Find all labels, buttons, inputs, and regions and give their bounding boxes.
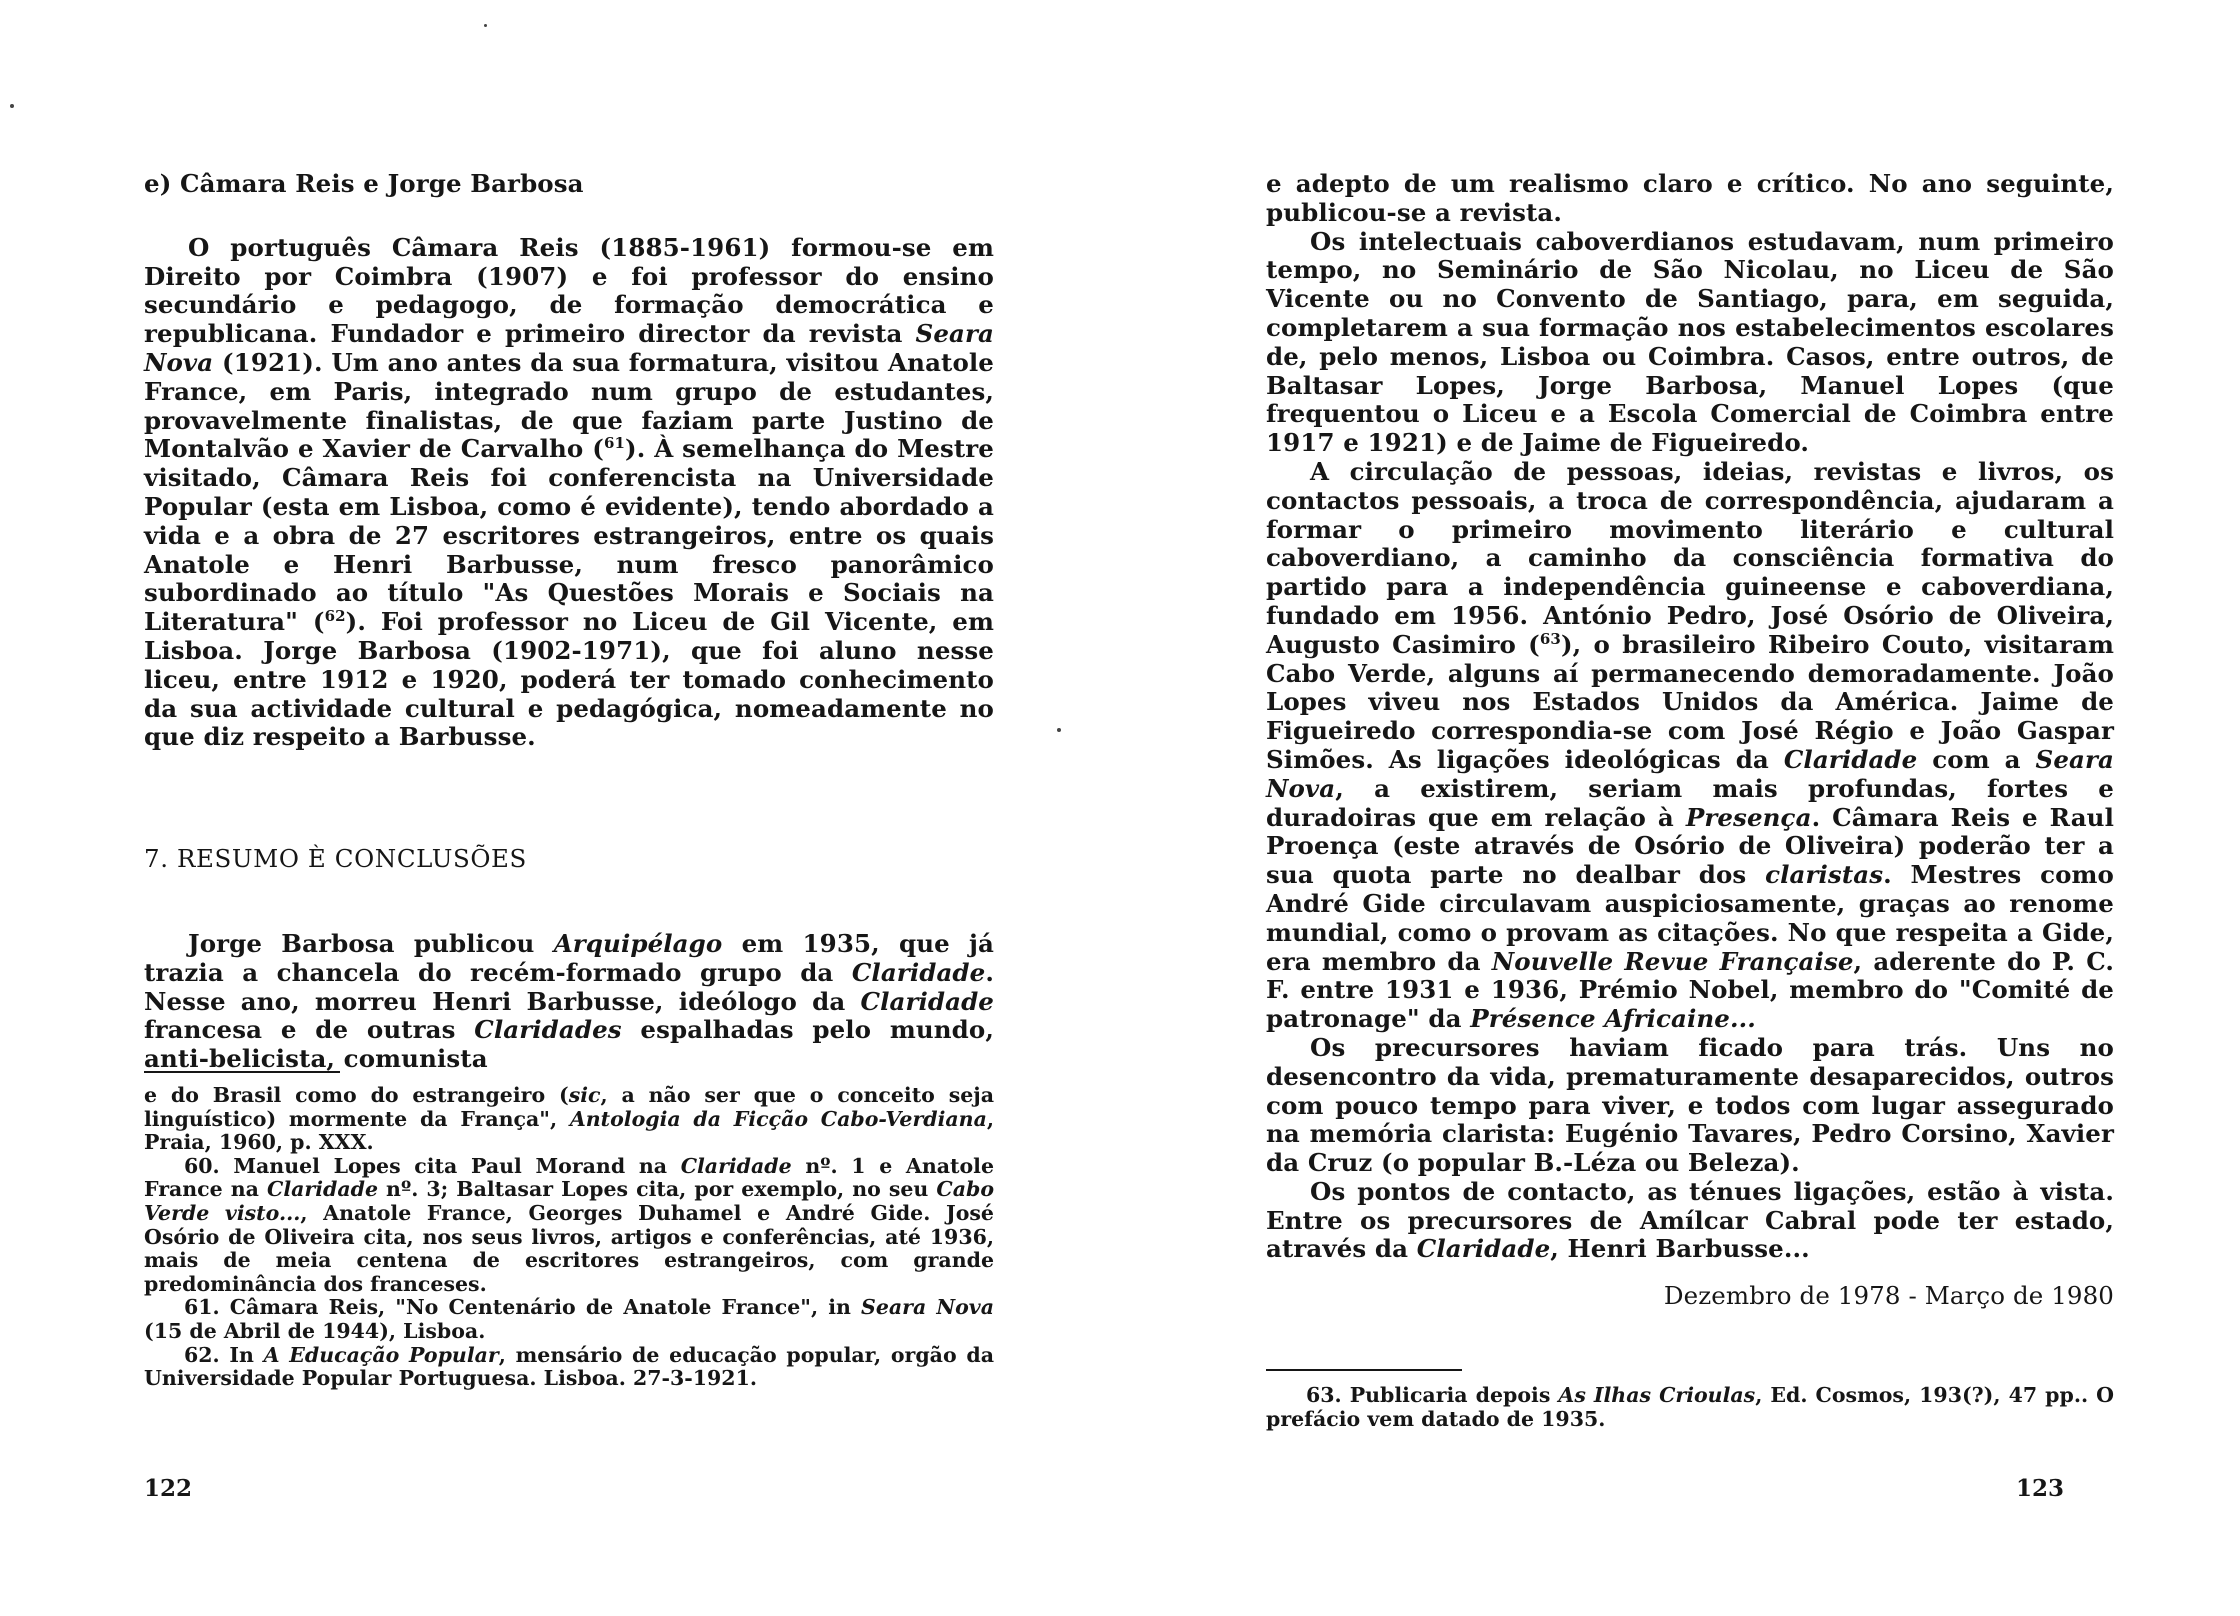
footnote-continued [144,1084,994,1155]
text-run: . Câmara Reis e Raul Proença (este através de Osório de Oliveira) poderão ter a sua quota parte no dealbar dos [1266,802,2114,890]
section-7-heading: 7. RESUMO È CONCLUSÕES [144,844,527,874]
paragraph-intellectuals [1266,228,2114,458]
text-run: com a [1917,744,2036,774]
page-number-right: 123 [2015,1475,2064,1502]
text-run: e do Brasil como do estrangeiro ( [144,1083,569,1107]
section-e-heading: e) Câmara Reis e Jorge Barbosa [144,169,584,198]
footnote-60 [144,1155,994,1297]
text-run: , Praia, 1960, p. XXX. [144,1106,994,1155]
text-run: 61. Câmara Reis, "No Centenário de Anatole France", in [184,1295,862,1320]
footnote-rule [144,1071,340,1073]
text-run: espalhadas pelo mundo, anti-belicista, comunista [144,1015,994,1074]
section-7-paragraph [144,930,994,1074]
text-run: nº. 3; Baltasar Lopes cita, por exemplo, no seu [377,1177,937,1202]
text-run: ). Foi professor no Liceu de Gil Vicente, em Lisboa. Jorge Barbosa (1902-1971), que foi aluno nesse liceu, entre 1912 e 1920, poderá ter tomado conhecimento da sua actividade cultural e pedagógica, nomeadamente no que diz respeito a Barbusse. [144,607,994,752]
continued-paragraph [1266,170,2114,228]
footnote-ref: 63 [1539,629,1561,648]
text-run: em 1935, que já trazia a chancela do recém-formado grupo da [144,928,995,987]
italic-title: sic [568,1083,601,1107]
text-run: . Mestres como André Gide circulavam auspiciosamente, graças ao renome mundial, como o provam as citações. No que respeita a Gide, era membro da [1266,860,2114,976]
text-run: 63. Publicaria depois [1306,1383,1559,1407]
footnote-61 [144,1296,994,1343]
page-number-left: 122 [144,1475,193,1502]
text-run: e adepto de um realismo claro e crítico. No ano seguinte, publicou-se a revista. [1266,169,2114,227]
left-main-text [144,170,994,1074]
footnote-rule [1266,1369,1462,1371]
text-run: francesa e de outras [144,1015,475,1045]
italic-title: Antologia da Ficção Cabo-Verdiana [569,1106,987,1131]
text-run: Jorge Barbosa publicou [188,928,554,958]
right-footnotes [1266,1384,2114,1431]
footnote-62 [144,1344,994,1391]
italic-title: claristas [1765,860,1884,890]
text-run: A circulação de pessoas, ideias, revistas e livros, os contactos pessoais, a troca de correspondência, ajudaram a formar o primeiro movimento literário e cultural caboverdiano, a caminho da consciência formativa do partido para a independência guineense e caboverdiana, fundado em 1956. António Pedro, José Osório de Oliveira, Augusto Casimiro ( [1266,456,2114,659]
text-run: , mensário de educação popular, orgão da Universidade Popular Portuguesa. Lisboa. 27-3-1921. [144,1342,994,1391]
italic-title: Claridade [1783,744,1918,774]
italic-title: Claridade [267,1177,378,1202]
paragraph-contact-points [1266,1178,2114,1264]
italic-title: Claridades [474,1015,622,1045]
text-run: Os pontos de contacto, as ténues ligações, estão à vista. Entre os precursores de Amílcar Cabral pode ter estado, através da [1266,1176,2114,1264]
footnote-63 [1266,1384,2114,1431]
italic-title: Claridade [860,986,994,1016]
right-main-text [1266,170,2114,1311]
text-run: . Nesse ano, morreu Henri Barbusse, ideólogo da [144,957,994,1016]
text-run: (15 de Abril de 1944), Lisboa. [144,1318,486,1343]
italic-title: Presença [1685,802,1812,832]
italic-title: Seara Nova [1266,744,2114,803]
text-run: , Ed. Cosmos, 193(?), 47 pp.. O prefácio vem datado de 1935. [1266,1383,2115,1431]
italic-title: Claridade [680,1153,792,1178]
italic-title: Claridade [1416,1234,1551,1264]
text-run: , a existirem, seriam mais profundas, fortes e duradoiras que em relação à [1266,773,2114,832]
text-run: , Anatole France, Georges Duhamel e André Gide. José Osório de Oliveira cita, nos seus livros, artigos e conferências, até 1936, mais de meia centena de escritores estrangeiros, com grande predominância dos franceses. [144,1200,994,1296]
footnote-ref: 61 [603,434,626,453]
italic-title: Arquipélago [553,928,723,958]
italic-title: Seara Nova [861,1295,994,1320]
scan-speck [1057,728,1061,732]
italic-title: Claridade [851,957,986,987]
left-footnotes [144,1084,994,1391]
italic-title: Présence Africaine... [1470,1004,1756,1034]
right-page [1120,0,2240,1616]
text-run: Os intelectuais caboverdianos estudavam, num primeiro tempo, no Seminário de São Nicolau, no Liceu de São Vicente ou no Convento de Santiago, para, em seguida, completarem a sua formação nos estabelecimentos escolares de, pelo menos, Lisboa ou Coimbra. Casos, entre outros, de Baltasar Lopes, Jorge Barbosa, Manuel Lopes (que frequentou o Liceu e a Escola Comercial de Coimbra entre 1917 e 1921) e de Jaime de Figueiredo. [1266,226,2114,458]
italic-title: Cabo Verde visto... [144,1177,994,1225]
text-run: nº. 1 e Anatole France na [144,1153,995,1202]
text-run: (1921). Um ano antes da sua formatura, visitou Anatole France, em Paris, integrado num grupo de estudantes, provavelmente finalistas, de que faziam parte Justino de Montalvão e Xavier de Carvalho ( [144,347,994,464]
footnote-ref: 62 [324,607,346,625]
section-e-paragraph [144,234,994,752]
italic-title: Seara Nova [144,319,994,377]
paragraph-precursors [1266,1034,2114,1178]
date-line: Dezembro de 1978 - Março de 1980 [1663,1281,2114,1311]
text-run: 60. Manuel Lopes cita Paul Morand na [184,1153,681,1178]
text-run: , a não ser que o conceito seja linguístico) mormente da França", [144,1083,994,1131]
italic-title: Nouvelle Revue Française [1491,946,1854,976]
text-run: ). À semelhança do Mestre visitado, Câmara Reis foi conferencista na Universidade Popular (esta em Lisboa, como é evidente), tendo abordado a vida e a obra de 27 escritores estrangeiros, entre os quais Anatole e Henri Barbusse, num fresco panorâmico subordinado ao título "As Questões Morais e Sociais na Literatura" ( [144,434,994,637]
paragraph-circulation [1266,458,2114,1034]
text-run: 62. In [184,1342,264,1367]
italic-title: As Ilhas Crioulas [1558,1383,1756,1407]
text-run: O português Câmara Reis (1885-1961) formou-se em Direito por Coimbra (1907) e foi professor do ensino secundário e pedagogo, de formação democrática e republicana. Fundador e primeiro director da revista [144,232,994,349]
text-run: Os precursores haviam ficado para trás. Uns no desencontro da vida, prematuramente desaparecidos, outros com pouco tempo para viver, e todos com lugar assegurado na memória clarista: Eugénio Tavares, Pedro Corsino, Xavier da Cruz (o popular B.-Léza ou Beleza). [1266,1032,2114,1178]
italic-title: A Educação Popular [263,1342,499,1367]
scan-speck [10,104,14,108]
text-run: ), o brasileiro Ribeiro Couto, visitaram Cabo Verde, alguns aí permanecendo demoradamente. João Lopes viveu nos Estados Unidos da América. Jaime de Figueiredo correspondia-se com José Régio e João Gaspar Simões. As ligações ideológicas da [1266,629,2115,774]
text-run: , Henri Barbusse... [1550,1234,1810,1264]
text-run: , aderente do P. C. F. entre 1931 e 1936, Prémio Nobel, membro do "Comité de patronage" da [1266,946,2114,1034]
scan-speck [484,24,487,27]
